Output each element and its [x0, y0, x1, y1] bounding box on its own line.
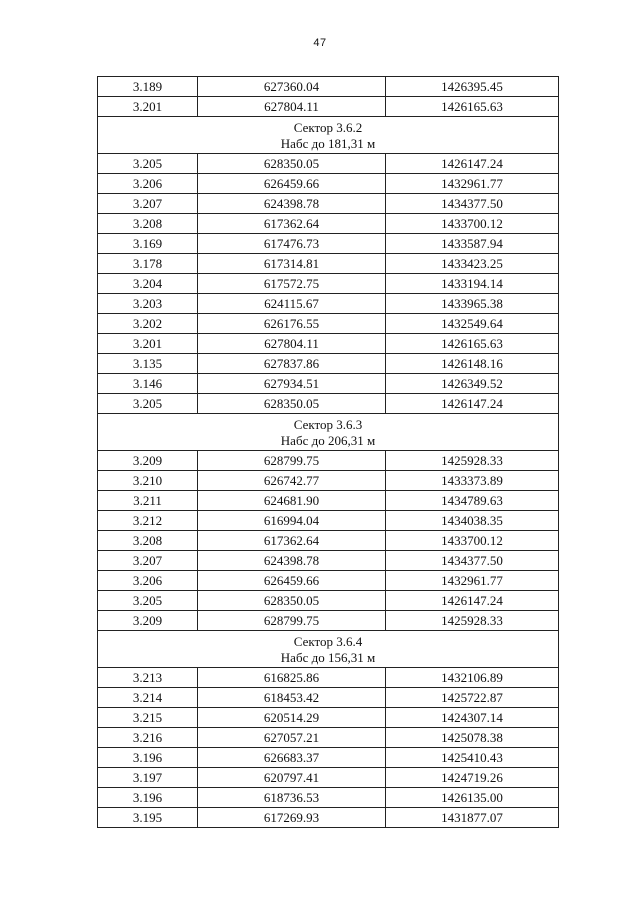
table-row [98, 511, 559, 531]
point-number-cell: 3.135 [98, 354, 198, 374]
table-row [98, 611, 559, 631]
y-coordinate-cell: 1433423.25 [386, 254, 559, 274]
y-coordinate-cell: 1426147.24 [386, 591, 559, 611]
point-number-cell: 3.208 [98, 214, 198, 234]
table-row [98, 551, 559, 571]
point-number-cell: 3.178 [98, 254, 198, 274]
table-row [98, 808, 559, 828]
table-row [98, 788, 559, 808]
x-coordinate-cell: 627804.11 [198, 97, 386, 117]
table-row [98, 194, 559, 214]
table-row [98, 254, 559, 274]
table-row [98, 708, 559, 728]
x-coordinate-cell: 626459.66 [198, 174, 386, 194]
x-coordinate-cell: 618453.42 [198, 688, 386, 708]
x-coordinate-cell: 628799.75 [198, 451, 386, 471]
sector-title: Сектор 3.6.2 [293, 120, 363, 135]
table-row [98, 97, 559, 117]
x-coordinate-cell: 628799.75 [198, 611, 386, 631]
x-coordinate-cell: 616825.86 [198, 668, 386, 688]
x-coordinate-cell: 624681.90 [198, 491, 386, 511]
table-row [98, 668, 559, 688]
point-number-cell: 3.215 [98, 708, 198, 728]
point-number-cell: 3.208 [98, 531, 198, 551]
point-number-cell: 3.169 [98, 234, 198, 254]
y-coordinate-cell: 1426165.63 [386, 334, 559, 354]
point-number-cell: 3.195 [98, 808, 198, 828]
page-number: 47 [313, 37, 327, 49]
x-coordinate-cell: 626176.55 [198, 314, 386, 334]
table-row [98, 491, 559, 511]
y-coordinate-cell: 1426147.24 [386, 394, 559, 414]
y-coordinate-cell: 1432549.64 [386, 314, 559, 334]
table-row [98, 768, 559, 788]
table-row [98, 471, 559, 491]
table-row [98, 728, 559, 748]
point-number-cell: 3.204 [98, 274, 198, 294]
table-row [98, 154, 559, 174]
point-number-cell: 3.207 [98, 194, 198, 214]
x-coordinate-cell: 617362.64 [198, 214, 386, 234]
point-number-cell: 3.202 [98, 314, 198, 334]
table-row [98, 531, 559, 551]
table-row [98, 451, 559, 471]
point-number-cell: 3.201 [98, 334, 198, 354]
point-number-cell: 3.212 [98, 511, 198, 531]
sector-header-row [98, 414, 559, 451]
y-coordinate-cell: 1434789.63 [386, 491, 559, 511]
y-coordinate-cell: 1426148.16 [386, 354, 559, 374]
y-coordinate-cell: 1433587.94 [386, 234, 559, 254]
point-number-cell: 3.203 [98, 294, 198, 314]
x-coordinate-cell: 626683.37 [198, 748, 386, 768]
table-row [98, 274, 559, 294]
sector-title: Сектор 3.6.3 [293, 417, 363, 432]
x-coordinate-cell: 627837.86 [198, 354, 386, 374]
sector-header-row [98, 631, 559, 668]
y-coordinate-cell: 1426147.24 [386, 154, 559, 174]
y-coordinate-cell: 1431877.07 [386, 808, 559, 828]
x-coordinate-cell: 624115.67 [198, 294, 386, 314]
x-coordinate-cell: 616994.04 [198, 511, 386, 531]
x-coordinate-cell: 617314.81 [198, 254, 386, 274]
sector-header-cell [98, 631, 559, 668]
y-coordinate-cell: 1434038.35 [386, 511, 559, 531]
y-coordinate-cell: 1432961.77 [386, 174, 559, 194]
y-coordinate-cell: 1432106.89 [386, 668, 559, 688]
point-number-cell: 3.205 [98, 154, 198, 174]
point-number-cell: 3.196 [98, 748, 198, 768]
y-coordinate-cell: 1433194.14 [386, 274, 559, 294]
table-row [98, 374, 559, 394]
point-number-cell: 3.201 [98, 97, 198, 117]
y-coordinate-cell: 1433700.12 [386, 531, 559, 551]
table-row [98, 354, 559, 374]
coordinates-table [97, 76, 559, 828]
sector-height-limit: Набс до 206,31 м [280, 433, 376, 448]
point-number-cell: 3.197 [98, 768, 198, 788]
x-coordinate-cell: 627057.21 [198, 728, 386, 748]
sector-height-limit: Набс до 181,31 м [280, 136, 376, 151]
sector-header-cell [98, 414, 559, 451]
point-number-cell: 3.146 [98, 374, 198, 394]
x-coordinate-cell: 628350.05 [198, 394, 386, 414]
y-coordinate-cell: 1425078.38 [386, 728, 559, 748]
table-row [98, 174, 559, 194]
y-coordinate-cell: 1433700.12 [386, 214, 559, 234]
table-row [98, 294, 559, 314]
sector-title: Сектор 3.6.4 [293, 634, 363, 649]
table-row [98, 77, 559, 97]
point-number-cell: 3.206 [98, 174, 198, 194]
table-row [98, 571, 559, 591]
point-number-cell: 3.213 [98, 668, 198, 688]
point-number-cell: 3.207 [98, 551, 198, 571]
table-row [98, 314, 559, 334]
table-row [98, 688, 559, 708]
table-row [98, 394, 559, 414]
point-number-cell: 3.205 [98, 591, 198, 611]
y-coordinate-cell: 1425722.87 [386, 688, 559, 708]
y-coordinate-cell: 1425928.33 [386, 611, 559, 631]
table-row [98, 748, 559, 768]
x-coordinate-cell: 617476.73 [198, 234, 386, 254]
x-coordinate-cell: 624398.78 [198, 551, 386, 571]
point-number-cell: 3.209 [98, 451, 198, 471]
table-row [98, 214, 559, 234]
x-coordinate-cell: 617269.93 [198, 808, 386, 828]
point-number-cell: 3.196 [98, 788, 198, 808]
point-number-cell: 3.206 [98, 571, 198, 591]
sector-height-limit: Набс до 156,31 м [280, 650, 376, 665]
x-coordinate-cell: 627360.04 [198, 77, 386, 97]
y-coordinate-cell: 1424719.26 [386, 768, 559, 788]
x-coordinate-cell: 620514.29 [198, 708, 386, 728]
point-number-cell: 3.205 [98, 394, 198, 414]
x-coordinate-cell: 617362.64 [198, 531, 386, 551]
sector-header-cell [98, 117, 559, 154]
x-coordinate-cell: 624398.78 [198, 194, 386, 214]
point-number-cell: 3.209 [98, 611, 198, 631]
y-coordinate-cell: 1433965.38 [386, 294, 559, 314]
table-row [98, 234, 559, 254]
y-coordinate-cell: 1434377.50 [386, 194, 559, 214]
y-coordinate-cell: 1434377.50 [386, 551, 559, 571]
table-row [98, 334, 559, 354]
y-coordinate-cell: 1426165.63 [386, 97, 559, 117]
x-coordinate-cell: 620797.41 [198, 768, 386, 788]
point-number-cell: 3.216 [98, 728, 198, 748]
y-coordinate-cell: 1426349.52 [386, 374, 559, 394]
point-number-cell: 3.211 [98, 491, 198, 511]
y-coordinate-cell: 1433373.89 [386, 471, 559, 491]
table-row [98, 591, 559, 611]
y-coordinate-cell: 1425928.33 [386, 451, 559, 471]
x-coordinate-cell: 627934.51 [198, 374, 386, 394]
y-coordinate-cell: 1426395.45 [386, 77, 559, 97]
sector-header-row [98, 117, 559, 154]
x-coordinate-cell: 626459.66 [198, 571, 386, 591]
x-coordinate-cell: 617572.75 [198, 274, 386, 294]
point-number-cell: 3.214 [98, 688, 198, 708]
y-coordinate-cell: 1424307.14 [386, 708, 559, 728]
x-coordinate-cell: 628350.05 [198, 591, 386, 611]
x-coordinate-cell: 628350.05 [198, 154, 386, 174]
y-coordinate-cell: 1426135.00 [386, 788, 559, 808]
y-coordinate-cell: 1432961.77 [386, 571, 559, 591]
coordinates-table-body [98, 77, 559, 828]
x-coordinate-cell: 627804.11 [198, 334, 386, 354]
x-coordinate-cell: 618736.53 [198, 788, 386, 808]
x-coordinate-cell: 626742.77 [198, 471, 386, 491]
point-number-cell: 3.210 [98, 471, 198, 491]
y-coordinate-cell: 1425410.43 [386, 748, 559, 768]
point-number-cell: 3.189 [98, 77, 198, 97]
